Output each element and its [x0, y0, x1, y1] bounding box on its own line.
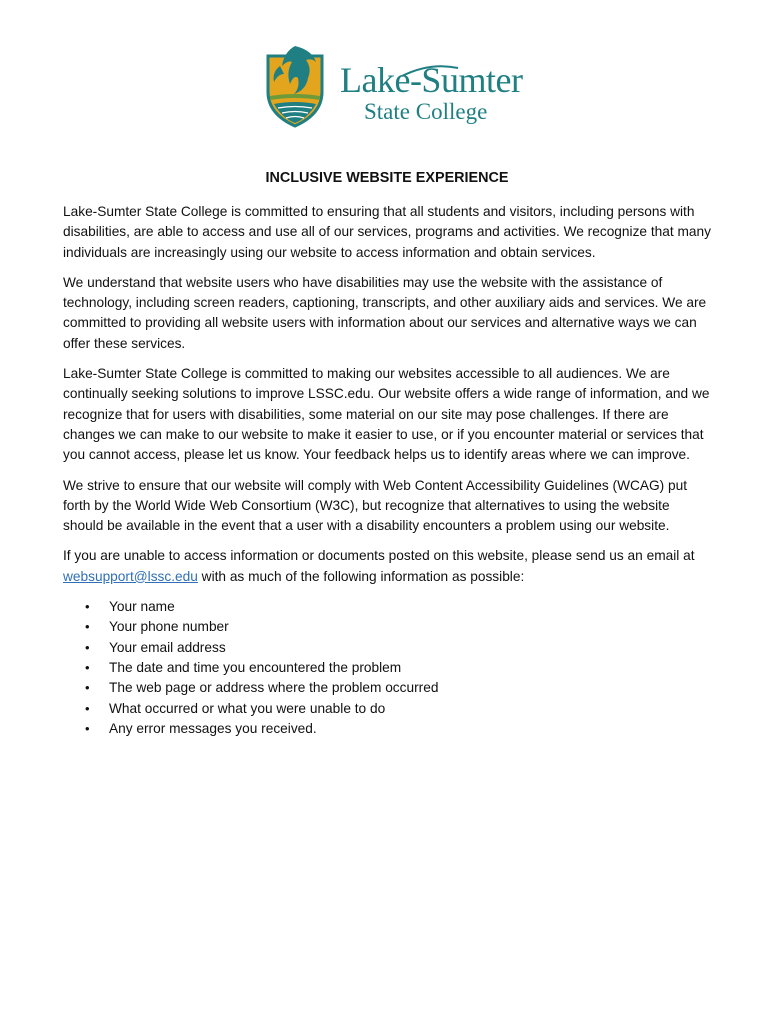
eagle-crest-icon [264, 44, 326, 128]
email-link[interactable]: websupport@lssc.edu [63, 568, 198, 584]
college-logo [264, 44, 523, 130]
logo-wordmark-line1: Lake-Sumter [340, 60, 523, 100]
list-item: • Any error messages you received. [63, 719, 711, 739]
info-list [63, 597, 711, 739]
logo-wordmark-line2: State College [364, 99, 488, 124]
contact-text-before: If you are unable to access information or documents posted on this website, please send us an email at [63, 548, 695, 564]
list-item: • Your name [63, 597, 711, 617]
document-body [63, 168, 711, 739]
list-item: • Your phone number [63, 617, 711, 637]
contact-text-after: with as much of the following information as possible: [197, 568, 525, 584]
paragraph-commitment: Lake-Sumter State College is committed to ensuring that all students and visitors, including persons with disabilities, are able to access and use all of our services, programs and activities. We recognize that many individuals are increasingly using our website to access information and obtain services. [63, 204, 711, 260]
list-item: • The date and time you encountered the problem [63, 658, 711, 678]
list-item: • What occurred or what you were unable to do [63, 699, 711, 719]
paragraph-contact [63, 546, 711, 587]
paragraph-accessibility: Lake-Sumter State College is committed to making our websites accessible to all audiences. We are continually seeking solutions to improve LSSC.edu. Our website offers a wide range of information, and we recognize that for users with disabilities, some material on our site may pose challenges. If there are changes we can make to our website to make it easier to use, or if you encounter material or services that you cannot access, please let us know. Your feedback helps us to identify areas where we can improve. [63, 366, 710, 463]
list-item: • The web page or address where the problem occurred [63, 678, 711, 698]
paragraph-wcag: We strive to ensure that our website will comply with Web Content Accessibility Guidelines (WCAG) put forth by the World Wide Web Consortium (W3C), but recognize that alternatives to using the website should be available in the event that a user with a disability encounters a problem using our website. [63, 477, 688, 534]
page-title: INCLUSIVE WEBSITE EXPERIENCE [265, 170, 509, 186]
paragraph-assistive-technology: We understand that website users who have disabilities may use the website with the assistance of technology, including screen readers, captioning, transcripts, and other auxiliary aids and services. We are committed to providing all website users with information about our services and alternative ways we can offer these services. [63, 274, 707, 351]
list-item: • Your email address [63, 638, 711, 658]
